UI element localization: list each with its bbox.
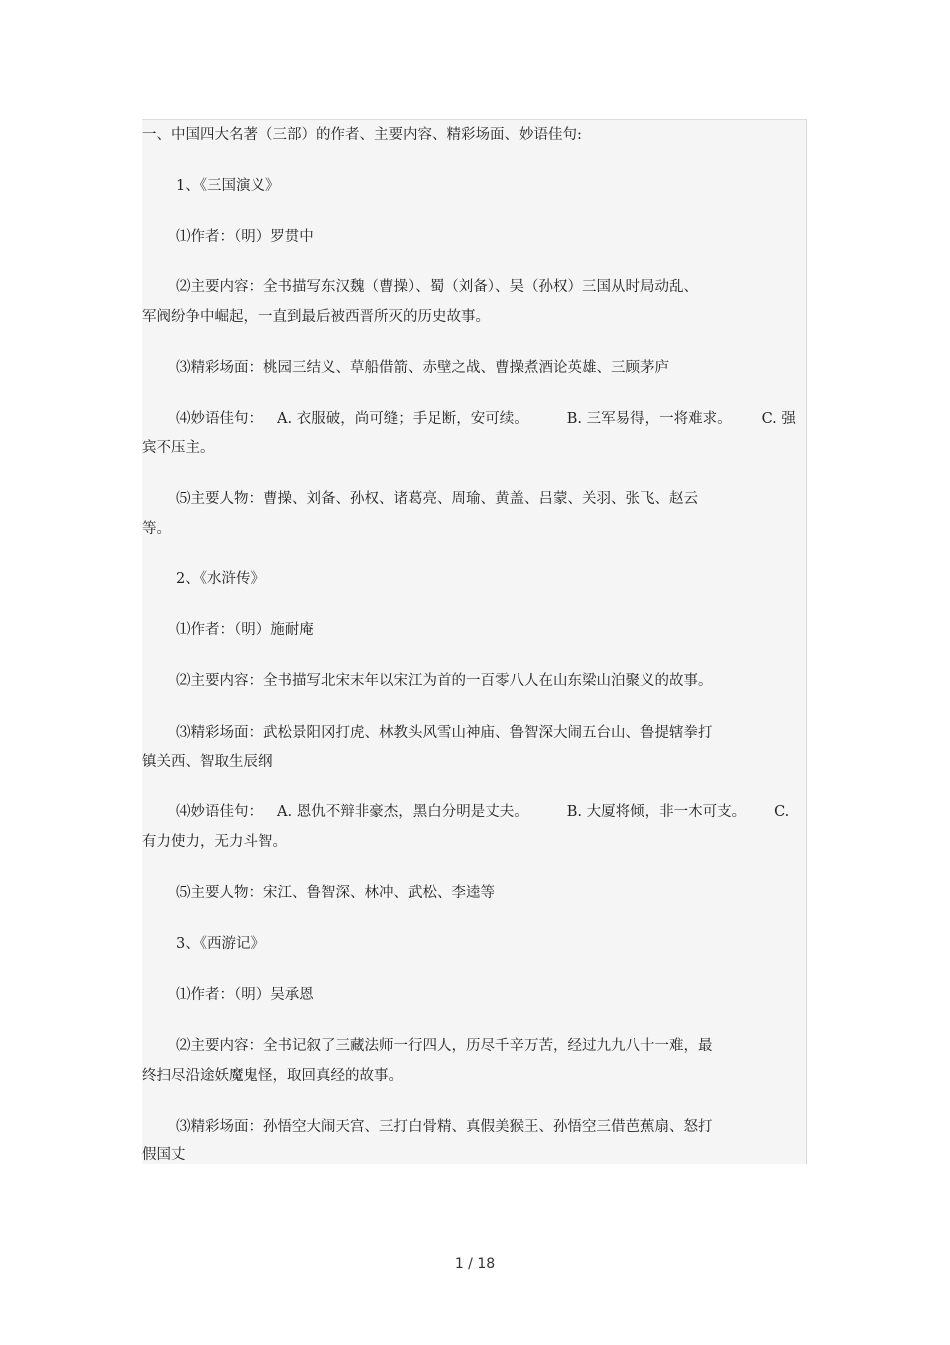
quote-a: A. 衣服破，尚可缝；手足断，安可续。: [277, 411, 529, 427]
quote-b: B. 大厦将倾，非一木可支。: [566, 804, 747, 820]
quotes-line: [176, 802, 789, 822]
content-line: ⑵主要内容：全书描写北宋末年以宋江为首的一百零八人在山东梁山泊聚义的故事。: [176, 673, 713, 689]
characters-line-cont: 等。: [142, 521, 171, 537]
content-line-cont: 军阀纷争中崛起，一直到最后被西晋所灭的历史故事。: [142, 309, 490, 325]
scenes-line: ⑶精彩场面：孙悟空大闹天宫、三打白骨精、真假美猴王、孙悟空三借芭蕉扇、怒打: [176, 1119, 713, 1135]
quotes-prefix: ⑷妙语佳句：: [176, 804, 263, 820]
quotes-line-cont: 有力使力，无力斗智。: [142, 834, 287, 850]
quote-a: A. 恩仇不辩非豪杰，黑白分明是丈夫。: [277, 804, 529, 820]
scenes-line: ⑶精彩场面：武松景阳冈打虎、林教头风雪山神庙、鲁智深大闹五台山、鲁提辖拳打: [176, 725, 713, 741]
quotes-line: [176, 409, 796, 429]
quote-b: B. 三军易得，一将难求。: [566, 411, 732, 427]
quote-c: C. 强: [761, 411, 796, 427]
author-line: ⑴作者：（明）吴承恩: [176, 987, 314, 1003]
quotes-prefix: ⑷妙语佳句：: [176, 411, 263, 427]
characters-line: ⑸主要人物：宋江、鲁智深、林冲、武松、李逵等: [176, 885, 495, 901]
scenes-line: ⑶精彩场面：桃园三结义、草船借箭、赤壁之战、曹操煮酒论英雄、三顾茅庐: [176, 360, 669, 376]
content-line-cont: 终扫尽沿途妖魔鬼怪，取回真经的故事。: [142, 1068, 403, 1084]
section-heading: 一、中国四大名著（三部）的作者、主要内容、精彩场面、妙语佳句:: [142, 127, 582, 143]
book-title-sanguo: 1、《三国演义》: [176, 178, 280, 194]
content-line: ⑵主要内容：全书描写东汉魏（曹操）、蜀（刘备）、吴（孙权）三国从时局动乱、: [176, 279, 698, 295]
document-page: [142, 119, 807, 1164]
page-number: 1 / 18: [454, 1256, 496, 1272]
content-line: ⑵主要内容：全书记叙了三藏法师一行四人，历尽千辛万苦，经过九九八十一难，最: [176, 1038, 713, 1054]
author-line: ⑴作者：（明）施耐庵: [176, 622, 314, 638]
scenes-line-cont: 假国丈: [142, 1147, 186, 1163]
author-line: ⑴作者：（明）罗贯中: [176, 229, 314, 245]
characters-line: ⑸主要人物：曹操、刘备、孙权、诸葛亮、周瑜、黄盖、吕蒙、关羽、张飞、赵云: [176, 491, 698, 507]
book-title-shuihu: 2、《水浒传》: [176, 571, 265, 587]
book-title-xiyou: 3、《西游记》: [176, 936, 265, 952]
quote-c: C.: [774, 804, 790, 820]
quotes-line-cont: 宾不压主。: [142, 440, 215, 456]
scenes-line-cont: 镇关西、智取生辰纲: [142, 754, 273, 770]
